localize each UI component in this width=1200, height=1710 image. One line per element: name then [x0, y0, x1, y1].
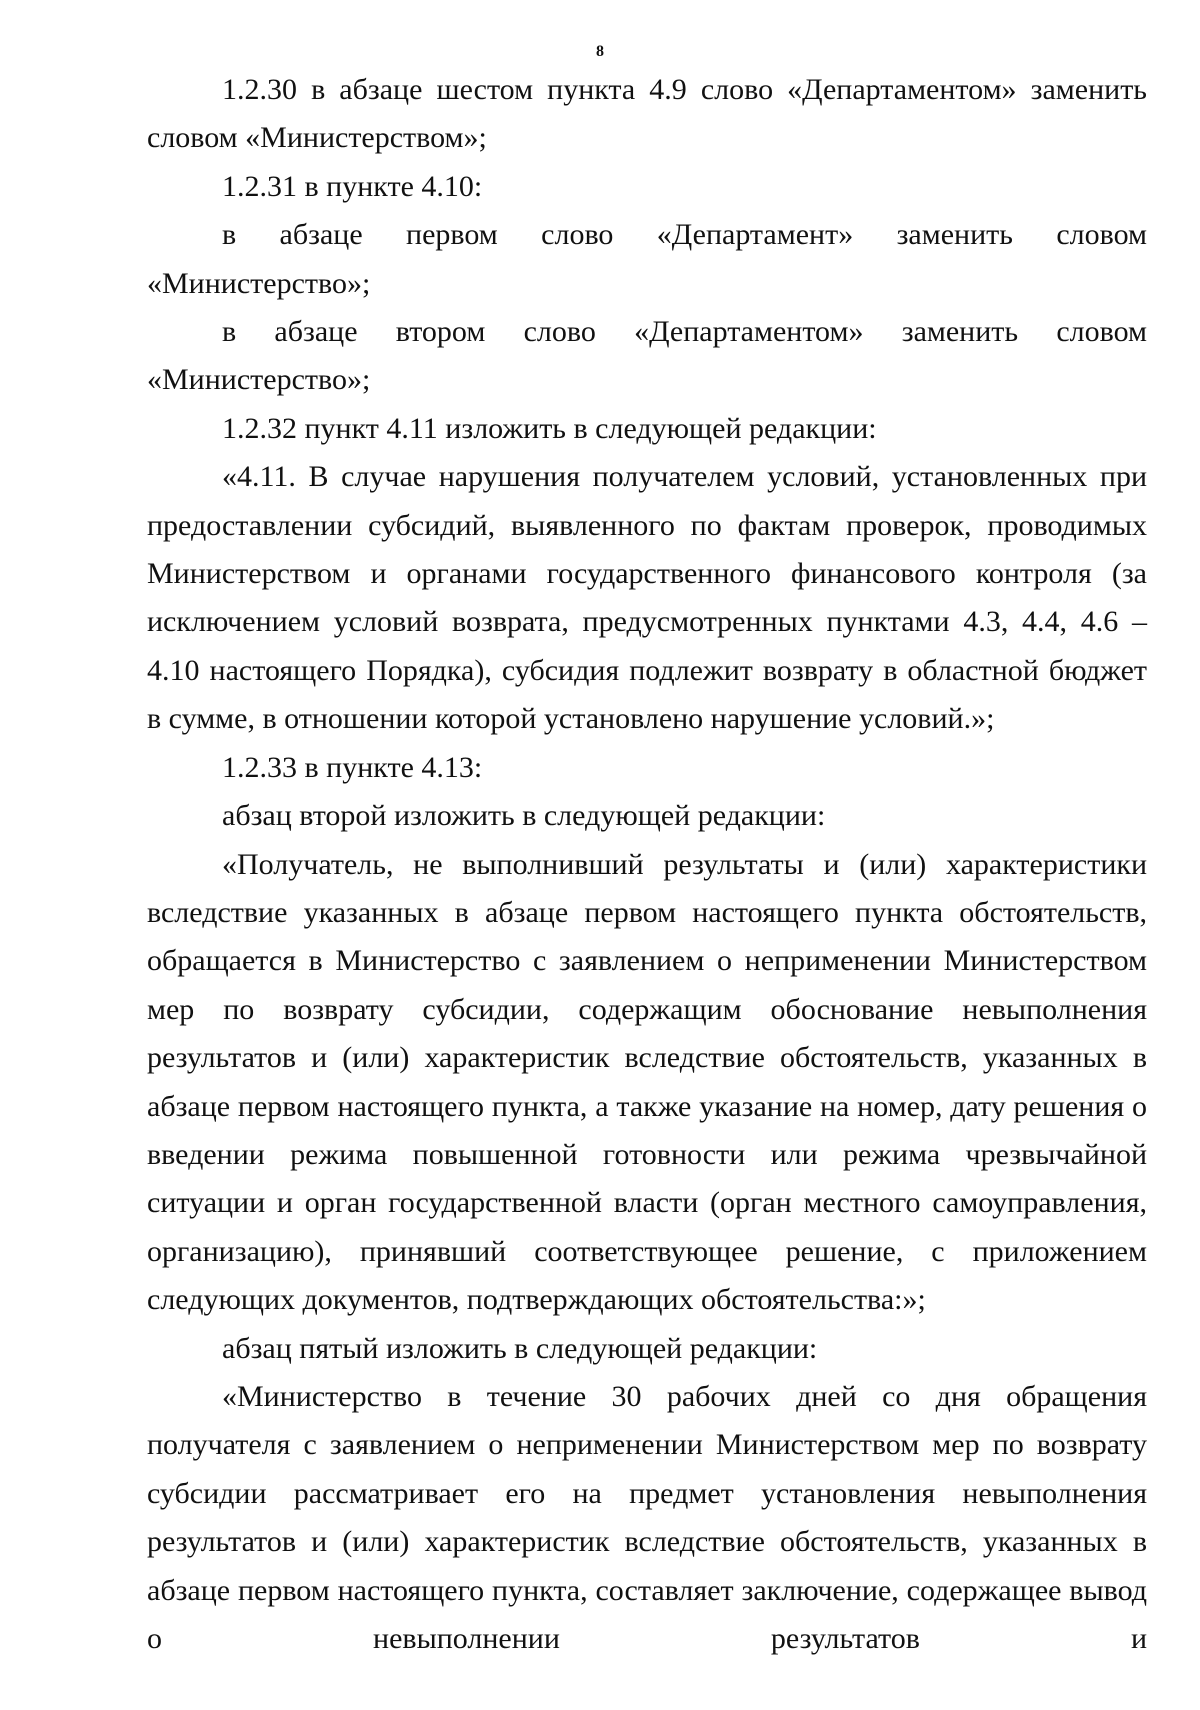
paragraph-abzac-second-heading: абзац второй изложить в следующей редакции:	[222, 799, 826, 833]
paragraph-1-2-31-first-abzac: в абзаце первом слово «Департамент» заменить словом «Министерство»;	[147, 218, 1147, 300]
paragraph-1-2-32: 1.2.32 пункт 4.11 изложить в следующей редакции:	[222, 411, 877, 445]
paragraph-recipient-text: «Получатель, не выполнивший результаты и (или) характеристики вследствие указанных в абзаце первом настоящего пункта обстоятельств, обращается в Министерство с заявлением о неприменении Министерством мер по возврату субсидии, содержащим обоснование невыполнения результатов и (или) характеристик вследствие обстоятельств, указанных в абзаце первом настоящего пункта, а также указание на номер, дату решения о введении режима повышенной готовности или режима чрезвычайной ситуации и орган государственной власти (орган местного самоуправления, организацию), принявший соответствующее решение, с приложением следующих документов, подтверждающих обстоятельства:»;	[147, 847, 1147, 1317]
paragraph-1-2-30: 1.2.30 в абзаце шестом пункта 4.9 слово «Департаментом» заменить словом «Министерством»;	[147, 73, 1147, 155]
paragraph-ministry-text: «Министерство в течение 30 рабочих дней со дня обращения получателя с заявлением о неприменении Министерством мер по возврату субсидии рассматривает его на предмет установления невыполнения результатов и (или) характеристик вследствие обстоятельств, указанных в абзаце первом настоящего пункта, составляет заключение, содержащее вывод о невыполнении результатов и	[147, 1379, 1147, 1655]
paragraph-abzac-fifth-heading: абзац пятый изложить в следующей редакции:	[222, 1331, 818, 1365]
paragraph-4-11-text: «4.11. В случае нарушения получателем условий, установленных при предоставлении субсидий, выявленного по фактам проверок, проводимых Министерством и органами государственного финансового контроля (за исключением условий возврата, предусмотренных пунктами 4.3, 4.4, 4.6 – 4.10 настоящего Порядка), субсидия подлежит возврату в областной бюджет в сумме, в отношении которой установлено нарушение условий.»;	[147, 460, 1147, 736]
document-body	[147, 66, 1147, 1663]
paragraph-1-2-31-second-abzac: в абзаце втором слово «Департаментом» заменить словом «Министерство»;	[147, 315, 1147, 397]
paragraph-1-2-31: 1.2.31 в пункте 4.10:	[222, 169, 483, 203]
page-number: 8	[596, 43, 604, 60]
paragraph-1-2-33: 1.2.33 в пункте 4.13:	[222, 750, 483, 784]
